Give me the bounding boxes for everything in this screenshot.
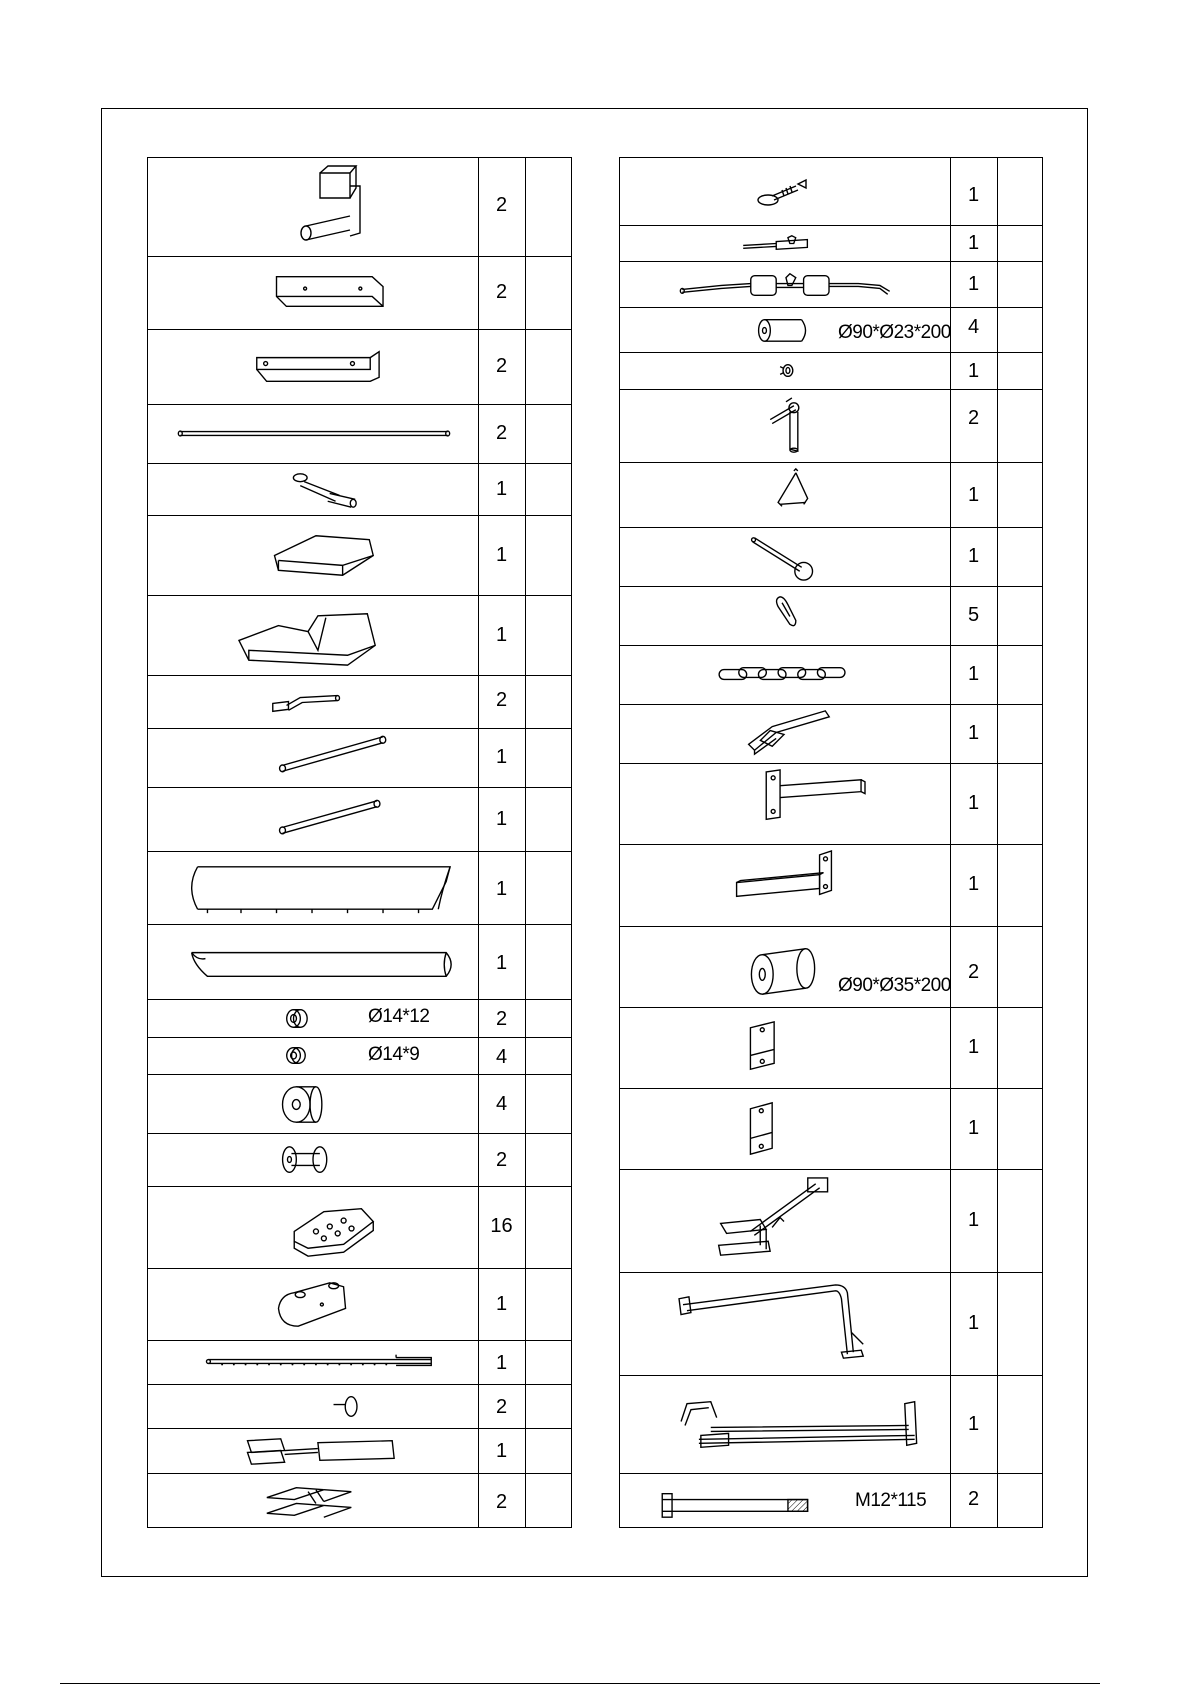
quantity: 1 <box>495 1352 508 1374</box>
part-flat-pad-icon <box>148 257 478 329</box>
part-upright-frame-icon <box>620 1273 950 1375</box>
table-row <box>620 926 1042 1007</box>
quantity: 1 <box>495 952 508 974</box>
table-row <box>148 404 571 463</box>
table-row <box>148 787 571 851</box>
part-spool-collar-icon <box>148 1134 478 1186</box>
quantity: 1 <box>495 878 508 900</box>
quantity: 1 <box>967 545 980 567</box>
quantity: 1 <box>495 1293 508 1315</box>
check-cell[interactable] <box>525 596 571 675</box>
table-row <box>620 763 1042 844</box>
part-spec: M12*115 <box>855 1490 927 1511</box>
table-row <box>148 256 571 329</box>
table-row <box>148 1384 571 1428</box>
table-row <box>148 595 571 675</box>
check-cell[interactable] <box>997 528 1042 586</box>
check-cell[interactable] <box>525 1134 571 1186</box>
check-cell[interactable] <box>525 516 571 595</box>
part-selector-rod-icon <box>148 1341 478 1384</box>
quantity: 1 <box>967 232 980 254</box>
part-half-pipe-cover-icon <box>148 925 478 999</box>
table-row <box>148 329 571 404</box>
quantity: 2 <box>495 281 508 303</box>
part-weight-plate-icon <box>148 1187 478 1268</box>
check-cell[interactable] <box>997 587 1042 645</box>
part-knob-pin-icon <box>148 1385 478 1428</box>
part-foam-ring-icon <box>148 1075 478 1133</box>
part-pop-pin-icon <box>620 158 950 225</box>
table-row <box>620 158 1042 225</box>
check-cell[interactable] <box>997 226 1042 261</box>
check-cell[interactable] <box>525 405 571 463</box>
quantity: 2 <box>967 407 980 429</box>
check-cell[interactable] <box>997 845 1042 926</box>
check-cell[interactable] <box>525 1341 571 1384</box>
quantity: 5 <box>967 604 980 626</box>
table-row <box>148 924 571 999</box>
quantity: 2 <box>495 689 508 711</box>
table-row <box>620 645 1042 704</box>
table-row <box>620 225 1042 261</box>
parts-table-right <box>619 157 1043 1528</box>
part-half-pipe-cover-holes-icon <box>148 852 478 924</box>
part-top-weight-block-icon <box>148 1269 478 1340</box>
table-row <box>620 586 1042 645</box>
table-row <box>148 158 571 256</box>
quantity: 1 <box>495 746 508 768</box>
quantity: 1 <box>495 544 508 566</box>
part-crank-handle-icon <box>148 676 478 728</box>
part-straight-bar-icon <box>620 226 950 261</box>
part-bushing-icon <box>148 1038 478 1074</box>
table-row <box>148 1074 571 1133</box>
table-row <box>620 844 1042 926</box>
quantity: 1 <box>967 1209 980 1231</box>
check-cell[interactable] <box>525 788 571 851</box>
part-short-rod-icon <box>148 788 478 851</box>
table-row <box>620 462 1042 527</box>
part-triangle-handle-icon <box>620 463 950 527</box>
part-double-plate-bracket-icon <box>148 1474 478 1529</box>
table-row <box>620 704 1042 763</box>
part-curl-post-icon <box>148 158 478 256</box>
check-cell[interactable] <box>525 1187 571 1268</box>
check-cell[interactable] <box>525 729 571 787</box>
part-chain-icon <box>620 646 950 704</box>
table-row <box>148 515 571 595</box>
part-snap-hook-icon <box>620 587 950 645</box>
check-cell[interactable] <box>525 1385 571 1428</box>
table-row <box>620 1007 1042 1088</box>
check-cell[interactable] <box>997 1474 1042 1529</box>
check-cell[interactable] <box>997 705 1042 763</box>
quantity: 4 <box>967 316 980 338</box>
part-base-frame-icon <box>620 1376 950 1473</box>
check-cell[interactable] <box>997 927 1042 1007</box>
part-spec: Ø14*12 <box>368 1006 430 1027</box>
check-cell[interactable] <box>525 676 571 728</box>
part-bracket-plate-icon <box>620 1008 950 1088</box>
quantity: 1 <box>967 484 980 506</box>
check-cell[interactable] <box>997 1008 1042 1088</box>
quantity: 4 <box>495 1046 508 1068</box>
check-cell[interactable] <box>525 925 571 999</box>
check-cell[interactable] <box>997 353 1042 389</box>
check-cell[interactable] <box>997 1089 1042 1169</box>
table-row <box>620 1088 1042 1169</box>
check-cell[interactable] <box>997 1170 1042 1272</box>
table-row <box>620 261 1042 307</box>
check-cell[interactable] <box>997 1273 1042 1375</box>
quantity: 1 <box>967 873 980 895</box>
table-row <box>620 1375 1042 1473</box>
quantity: 1 <box>495 808 508 830</box>
quantity: 1 <box>495 624 508 646</box>
quantity: 2 <box>495 1149 508 1171</box>
quantity: 1 <box>967 1312 980 1334</box>
quantity: 4 <box>495 1093 508 1115</box>
part-seat-pad-icon <box>148 516 478 595</box>
quantity: 2 <box>495 1491 508 1513</box>
table-row <box>148 1428 571 1473</box>
check-cell[interactable] <box>525 1038 571 1074</box>
table-row <box>620 1272 1042 1375</box>
check-cell[interactable] <box>997 262 1042 307</box>
check-cell[interactable] <box>997 308 1042 352</box>
table-row <box>148 728 571 787</box>
quantity: 1 <box>967 1413 980 1435</box>
part-lat-bar-icon <box>620 262 950 307</box>
quantity: 2 <box>495 194 508 216</box>
check-cell[interactable] <box>525 1269 571 1340</box>
check-cell[interactable] <box>525 257 571 329</box>
part-spec: Ø14*9 <box>368 1044 420 1065</box>
table-row <box>620 1169 1042 1272</box>
table-row <box>148 1268 571 1340</box>
quantity: 2 <box>495 355 508 377</box>
table-row <box>148 851 571 924</box>
part-spec: Ø90*Ø35*200 <box>838 975 951 996</box>
part-short-rod-icon <box>148 729 478 787</box>
part-square-tube-arm-icon <box>620 764 950 844</box>
quantity: 1 <box>495 478 508 500</box>
table-row <box>620 527 1042 586</box>
part-pivot-plate-icon <box>620 705 950 763</box>
part-handle-pin-icon <box>148 464 478 515</box>
table-row <box>148 1340 571 1384</box>
table-row <box>148 1186 571 1268</box>
check-cell[interactable] <box>525 464 571 515</box>
part-back-pad-icon <box>148 596 478 675</box>
table-row <box>148 675 571 728</box>
check-cell[interactable] <box>525 330 571 404</box>
table-row <box>148 463 571 515</box>
table-row <box>620 307 1042 352</box>
quantity: 1 <box>495 1440 508 1462</box>
quantity: 2 <box>967 1488 980 1510</box>
quantity: 2 <box>495 1396 508 1418</box>
check-cell[interactable] <box>525 1429 571 1473</box>
table-row <box>148 1133 571 1186</box>
check-cell[interactable] <box>525 1474 571 1529</box>
table-row <box>148 1037 571 1074</box>
part-spec: Ø90*Ø23*200 <box>838 322 951 343</box>
table-row <box>620 1473 1042 1529</box>
table-row <box>620 389 1042 462</box>
page-bottom-rule <box>60 1683 1100 1684</box>
check-cell[interactable] <box>997 158 1042 225</box>
quantity: 1 <box>967 663 980 685</box>
quantity: 1 <box>967 1036 980 1058</box>
part-ball-pin-icon <box>620 528 950 586</box>
check-cell[interactable] <box>525 852 571 924</box>
check-cell[interactable] <box>525 1075 571 1133</box>
part-pulley-bracket-assembly-icon <box>148 1429 478 1473</box>
part-mounting-bracket-icon <box>148 330 478 404</box>
part-small-knob-icon <box>620 353 950 389</box>
quantity: 1 <box>967 722 980 744</box>
check-cell[interactable] <box>997 764 1042 844</box>
quantity: 1 <box>967 1117 980 1139</box>
part-adjuster-pin-icon <box>620 390 950 462</box>
table-row <box>620 352 1042 389</box>
check-cell[interactable] <box>525 1000 571 1037</box>
quantity: 16 <box>490 1215 513 1237</box>
quantity: 1 <box>967 184 980 206</box>
check-cell[interactable] <box>997 646 1042 704</box>
part-long-rod-icon <box>148 405 478 463</box>
table-row <box>148 1473 571 1529</box>
quantity: 1 <box>967 273 980 295</box>
part-square-tube-arm-icon <box>620 845 950 926</box>
part-bracket-plate-icon <box>620 1089 950 1169</box>
part-leg-developer-frame-icon <box>620 1170 950 1272</box>
quantity: 1 <box>967 360 980 382</box>
check-cell[interactable] <box>997 390 1042 462</box>
quantity: 2 <box>495 1008 508 1030</box>
check-cell[interactable] <box>525 158 571 256</box>
table-row <box>148 999 571 1037</box>
quantity: 2 <box>967 961 980 983</box>
check-cell[interactable] <box>997 1376 1042 1473</box>
quantity: 2 <box>495 422 508 444</box>
parts-table-left <box>147 157 572 1528</box>
check-cell[interactable] <box>997 463 1042 527</box>
quantity: 1 <box>967 792 980 814</box>
